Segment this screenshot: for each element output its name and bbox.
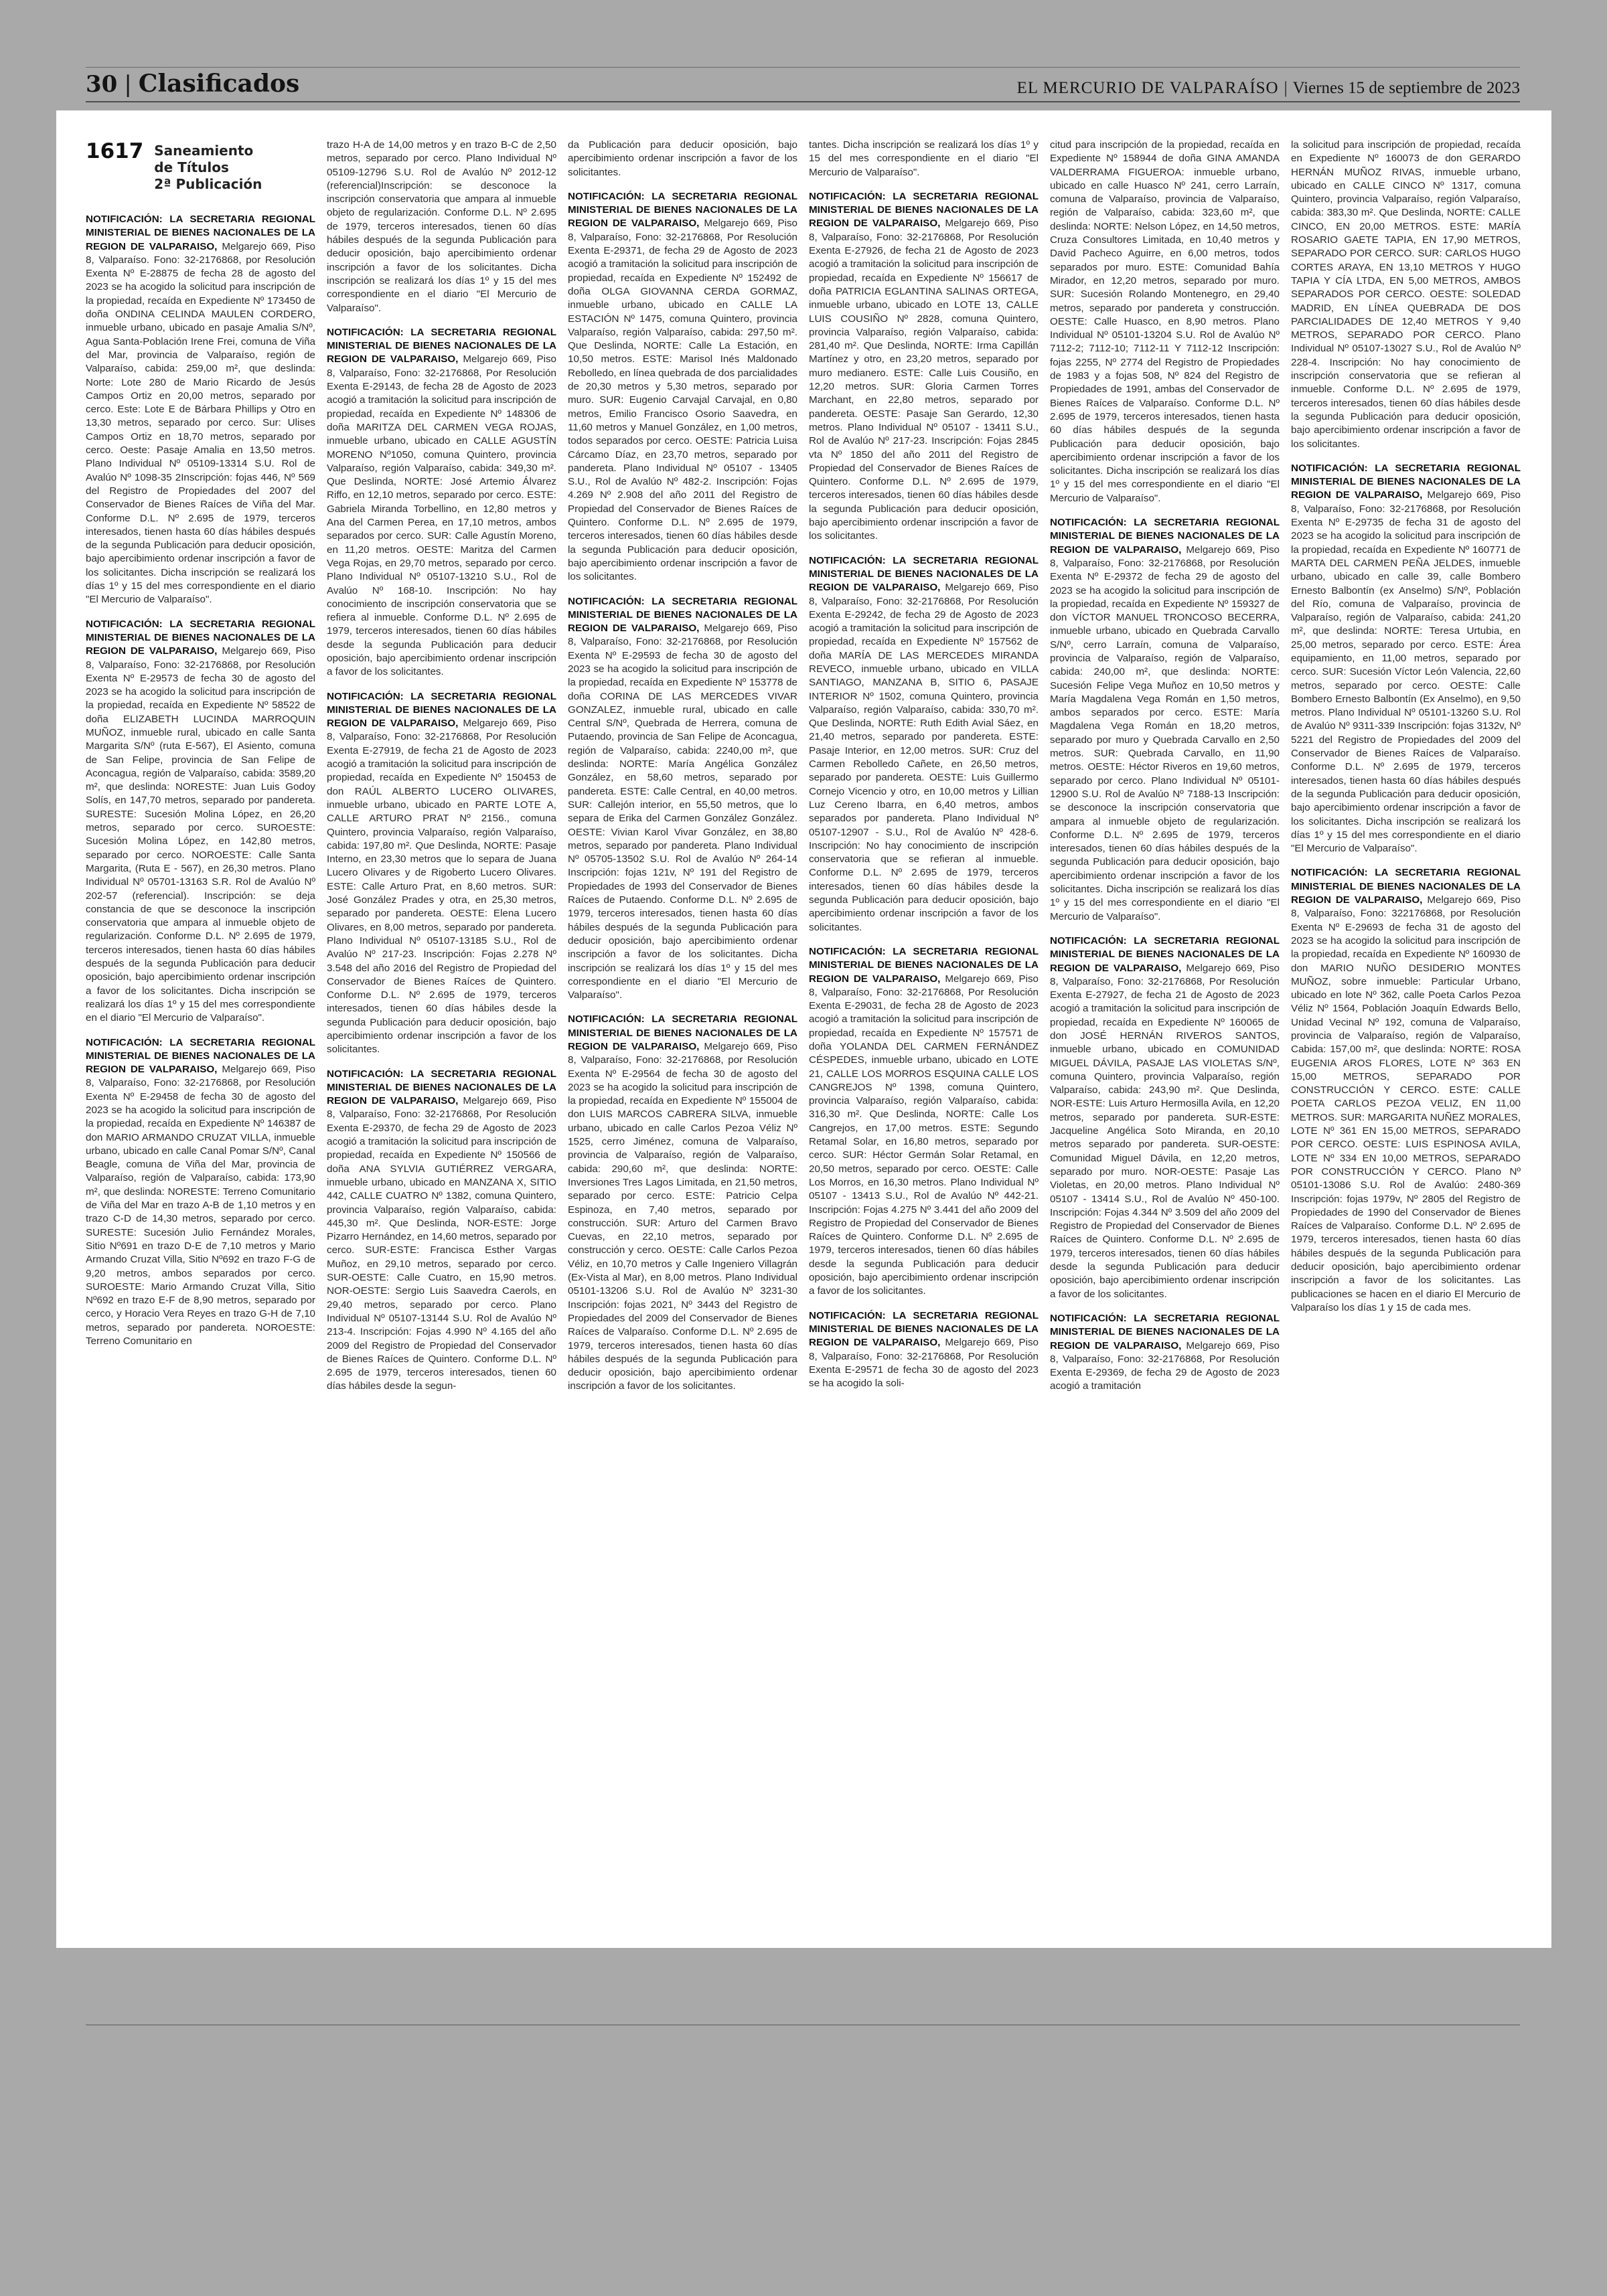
notice (809, 1309, 1039, 1391)
page-section-label (86, 70, 299, 98)
notice (1050, 1312, 1280, 1394)
ad-number: 1617 (86, 139, 144, 163)
notice-lead: NOTIFICACIÓN: LA SECRETARIA REGIONAL MINISTERIAL DE BIENES NACIONALES DE LA REGION DE VALPARAISO, (327, 326, 556, 365)
notice (568, 190, 797, 584)
continued-notice-text: la solicitud para inscripción de propiedad, recaída en Expediente Nº 160073 de don GERARDO HERNÁN MUÑOZ RIVAS, inmueble urbano, ubicado en CALLE CINCO Nº 1317, comuna Quintero, provincia Valparaíso, región Valparaíso, cabida: 383,30 m². Que Deslinda, NORTE: CALLE CINCO, EN 20,00 METROS. ESTE: MARÍA ROSARIO GAETE TAPIA, EN 17,90 METROS, SEPARADO POR CERCO. SUR: CARLOS HUGO CORTES ARAYA, EN 13,10 METROS Y HUGO TAPIA Y CÍA LTDA, EN 5,00 METROS, AMBOS SEPARADOS POR CERCO. OESTE: SOLEDAD MADRID, EN LÍNEA QUEBRADA DE DOS PARCIALIDADES DE 12,40 METROS Y 9,40 METROS, SEPARADO POR CERCO. Plano Individual Nº 05107-13027 S.U., Rol de Avalúo Nº 228-4. Inscripción: No hay conocimiento de inscripción conservatoria que se refieran al inmueble. Conforme D.L. Nº 2.695 de 1979, terceros interesados, tienen 60 días hábiles desde la segunda Publicación para deducir oposición, bajo apercibimiento ordenar inscripción a favor de los solicitantes. (1291, 139, 1521, 450)
header-divider: | (124, 71, 132, 98)
notice-lead: NOTIFICACIÓN: LA SECRETARIA REGIONAL MINISTERIAL DE BIENES NACIONALES DE LA REGION DE VALPARAISO, (1291, 462, 1521, 501)
notice-column-6 (1291, 139, 1521, 1933)
notice-lead: NOTIFICACIÓN: LA SECRETARIA REGIONAL MINISTERIAL DE BIENES NACIONALES DE LA REGION DE VALPARAISO, (568, 595, 797, 635)
notice-column-5 (1050, 139, 1280, 1933)
bottom-rule (86, 2024, 1520, 2026)
notice-lead: NOTIFICACIÓN: LA SECRETARIA REGIONAL MINISTERIAL DE BIENES NACIONALES DE LA REGION DE VALPARAISO, (1050, 934, 1280, 974)
header-divider: | (1284, 79, 1288, 97)
notice-body: Melgarejo 669, Piso 8, Valparaíso, Fono: 32-2176868, Por Resolución Exenta E-29370, de fecha 29 de Agosto de 2023 acogió a tramitación la solicitud para inscripción de propiedad, recaída en Expediente Nº 150566 de doña ANA SYLVIA GUTIÉRREZ VERGARA, inmueble urbano, ubicado en MANZANA X, SITIO 442, CALLE CUATRO Nº 1382, comuna Quintero, provincia Valparaíso, región Valparaíso, cabida: 445,30 m². Que Deslinda, NOR-ESTE: Jorge Pizarro Hernández, en 14,60 metros, separado por cerco. SUR-ESTE: Francisca Esther Vargas Muñoz, en 29,10 metros, separado por cerco. SUR-OESTE: Calle Cuatro, en 15,90 metros. NOR-OESTE: Sergio Luis Saavedra Caerols, en 29,40 metros, separado por cerco. Plano Individual Nº 05107-13144 S.U. Rol de Avalúo Nº 213-4. Inscripción: Fojas 4.990 Nº 4.165 del año 2009 del Registro de Propiedad del Conservador de Bienes Raíces de Quintero. Conforme D.L. Nº 2.695 de 1979, terceros interesados, tienen 60 días hábiles desde la segun- (327, 1095, 556, 1392)
notice-body: Melgarejo 669, Piso 8, Valparaíso, Fono: 32-2176868, por Resolución Exenta Nº E-29735 de fecha 31 de agosto del 2023 se ha acogido la solicitud para inscripción de la propiedad, recaída en Expediente Nº 160771 de MARTA DEL CARMEN PEÑA JELDES, inmueble urbano, ubicado en calle 39, calle Bombero Ernesto Balbontín (ex Anselmo) S/Nº, Población del Río, comuna de Valparaíso, provincia de Valparaíso, región de Valparaíso, cabida: 241,20 m², que deslinda: NORTE: Teresa Urtubia, en 25,00 metros, separado por cerco. ESTE: Área equipamiento, en 11,00 metros, separado por cerco. SUR: Sucesión Víctor León Valencia, 22,60 metros, separado por cerco. OESTE: Calle Bombero Ernesto Balbontín (Ex Anselmo), en 9,50 metros. Plano Individual Nº 05101-13260 S.U. Rol de Avalúo Nº 9311-339 Inscripción: fojas 3132v, Nº 5221 del Registro de Propiedades del 2009 del Conservador de Bienes Raíces de Valparaíso. Conforme D.L. Nº 2.695 de 1979, terceros interesados, tienen hasta 60 días hábiles después de la segunda Publicación para deducir oposición, bajo apercibimiento ordenar inscripción a favor de los solicitantes. Dicha inscripción se realizará los días 1º y 15 del mes correspondiente en el diario "El Mercurio de Valparaíso". (1291, 489, 1521, 855)
notice-body: Melgarejo 669, Piso 8, Valparaíso, Fono: 322176868, por Resolución Exenta Nº E-29693 de fecha 31 de agosto del 2023 se ha acogido la solicitud para inscripción de la propiedad, recaída en Expediente Nº 160930 de don MARIO NUÑO DESIDERIO MONTES MUÑOZ, sobre inmueble: Particular Urbano, ubicado en lote Nº 362, calle Poeta Carlos Pezoa Véliz Nº 1564, Población Joaquín Edwards Bello, Unidad Vecinal Nº 192, comuna de Valparaíso, provincia de Valparaíso, región de Valparaíso, Cabida: 157,00 m², que deslinda: NORTE: ROSA EUGENIA AROS FLORES, LOTE Nº 363 EN 15,00 METROS, SEPARADO POR CONSTRUCCIÓN Y CERCO. ESTE: CALLE POETA CARLOS PEZOA VELIZ, EN 11,00 METROS. SUR: MARGARITA NUÑEZ MORALES, LOTE Nº 361 EN 15,00 METROS, SEPARADO POR CERCO. OESTE: LUIS ESPINOSA AVILA, LOTE Nº 334 EN 10,00 METROS, SEPARADO POR CONSTRUCCIÓN Y CERCO. Plano Nº 05101-13086 S.U. Rol de Avalúo: 2480-369 Inscripción: fojas 1979v, Nº 2805 del Registro de Propiedades de 1990 del Conservador de Bienes Raíces de Valparaíso. Conforme D.L. Nº 2.695 de 1979, terceros interesados, tienen hasta 60 días hábiles después de la segunda Publicación para deducir oposición, bajo apercibimiento ordenar inscripción a favor de los solicitantes. Las publicaciones se hacen en el diario El Mercurio de Valparaíso los días 1 y 15 de cada mes. (1291, 894, 1521, 1313)
page-header (86, 64, 1520, 98)
notice-lead: NOTIFICACIÓN: LA SECRETARIA REGIONAL MINISTERIAL DE BIENES NACIONALES DE LA REGION DE VALPARAISO, (327, 1068, 556, 1107)
notice-column-2 (327, 139, 556, 1933)
ad-title-line: de Títulos (154, 159, 229, 175)
notice-columns (86, 139, 1522, 1936)
section-title: Clasificados (138, 70, 300, 98)
notice-lead: NOTIFICACIÓN: LA SECRETARIA REGIONAL MINISTERIAL DE BIENES NACIONALES DE LA REGION DE VALPARAISO, (809, 945, 1039, 985)
notice (327, 1068, 556, 1394)
continued-notice-text: citud para inscripción de la propiedad, recaída en Expediente Nº 158944 de doña GINA AMANDA VALDERRAMA FIGUEROA: inmueble urbano, ubicado en calle Huasco Nº 241, cerro Larraín, comuna de Valparaíso, provincia de Valparaíso, región de Valparaíso, cabida: 323,60 m², que deslinda: NORTE: Nelson López, en 14,50 metros, Cruza Consultores Limitada, en 10,40 metros y David Pacheco Aguirre, en 6,00 metros, todos separados por muro. ESTE: Comunidad Bahía Mirador, en 12,20 metros, separado por muro. SUR: Sucesión Rolando Montenegro, en 29,40 metros, separado por pandereta y construcción. OESTE: Calle Huasco, en 8,90 metros. Plano Individual Nº 05101-13204 S.U. Rol de Avalúo Nº 7112-2; 7112-10; 7112-11 Y 7112-12 Inscripción: fojas 2255, Nº 2774 del Registro de Propiedades de 1983 y a fojas 508, Nº 824 del Registro de Propiedades de 1991, ambas del Conservador de Bienes Raíces de Valparaíso. Conforme D.L. Nº 2.695 de 1979, terceros interesados, tienen hasta 60 días hábiles después de la segunda Publicación para deducir oposición, bajo apercibimiento ordenar inscripción a favor de los solicitantes. Dicha inscripción se realizará los días 1º y 15 del mes correspondiente en el diario "El Mercurio de Valparaíso". (1050, 139, 1280, 504)
ad-header (86, 140, 315, 193)
notice (1291, 866, 1521, 1315)
notice (1050, 934, 1280, 1301)
notice-body: Melgarejo 669, Piso 8, Valparaíso, Fono: 32-2176868, Por Resolución Exenta E-27919, de fecha 21 de Agosto de 2023 acogió a tramitación la solicitud para inscripción de propiedad, recaída en Expediente Nº 150453 de don RAÚL ALBERTO LUCERO OLIVARES, inmueble urbano, ubicado en PARTE LOTE A, CALLE ARTURO PRAT Nº 2156., comuna Quintero, provincia Valparaíso, región Valparaíso, cabida: 197,80 m². Que Deslinda, NORTE: Pasaje Interno, en 23,30 metros que lo separa de Juana Lucero Olivares y de Rigoberto Lucero Olivares. ESTE: Calle Arturo Prat, en 8,60 metros. SUR: José González Prades y otra, en 25,30 metros, separado por pandereta. OESTE: Elena Lucero Olivares, en 8,00 metros, separado por pandereta. Plano Individual Nº 05107-13185 S.U., Rol de Avalúo Nº 217-23. Inscripción: Fojas 2.278 Nº 3.548 del año 2016 del Registro de Propiedad del Conservador de Bienes Raíces de Quintero. Conforme D.L. Nº 2.695 de 1979, terceros interesados, tienen 60 días hábiles desde la segunda Publicación para deducir oposición, bajo apercibimiento ordenar inscripción a favor de los solicitantes. (327, 718, 556, 1056)
classifieds-page (56, 110, 1551, 1948)
notice-lead: NOTIFICACIÓN: LA SECRETARIA REGIONAL MINISTERIAL DE BIENES NACIONALES DE LA REGION DE VALPARAISO, (809, 190, 1039, 230)
notice-body: Melgarejo 669, Piso 8, Valparaíso, Fono: 32-2176868, Por Resolución Exenta E-29242, de fecha 29 de Agosto de 2023 acogió a tramitación la solicitud para inscripción de propiedad, recaída en Expediente Nº 157562 de doña MARÍA DE LAS MERCEDES MIRANDA REVECO, inmueble urbano, ubicado en VILLA SANTIAGO, MANZANA B, SITIO 6, PASAJE INTERIOR Nº 1502, comuna Quintero, provincia Valparaíso, región Valparaíso, cabida: 330,70 m². Que Deslinda, NORTE: Ruth Edith Avial Sáez, en 21,40 metros, separado por pandereta. ESTE: Pasaje Interior, en 12,00 metros. SUR: Cruz del Carmen Rebolledo Cañete, en 26,50 metros, separado por pandereta. OESTE: Luis Guillermo Cornejo Vicencio y otro, en 10,00 metros y Lillian Luz Cereno Ibarra, en 6,40 metros, ambos separados por pandereta. Plano Individual Nº 05107-12907 - S.U., Rol de Avalúo Nº 428-6. Inscripción: No hay conocimiento de inscripción conservatoria que se refieran al inmueble. Conforme D.L. Nº 2.695 de 1979, terceros interesados, tienen 60 días hábiles desde la segunda Publicación para deducir oposición, bajo apercibimiento ordenar inscripción a favor de los solicitantes. (809, 582, 1039, 933)
continued-notice-text: da Publicación para deducir oposición, bajo apercibimiento ordenar inscripción a favor de los solicitantes. (568, 139, 797, 178)
notice (86, 213, 315, 607)
notice (327, 690, 556, 1057)
notice-lead: NOTIFICACIÓN: LA SECRETARIA REGIONAL MINISTERIAL DE BIENES NACIONALES DE LA REGION DE VALPARAISO, (327, 690, 556, 730)
notice-body: Melgarejo 669, Piso 8, Valparaíso, Fono: 32-2176868, Por Resolución Exenta E-29571 de fecha 30 de agosto del 2023 se ha acogido la soli- (809, 1337, 1039, 1390)
continued-notice-text: trazo H-A de 14,00 metros y en trazo B-C de 2,50 metros, separado por cerco. Plano Individual Nº 05109-12796 S.U. Rol de Avalúo Nº 2012-12 (referencial)Inscripción: se desconoce la inscripción conservatoria que ampara al inmueble objeto de regularización. Conforme D.L. Nº 2.695 de 1979, terceros interesados, tienen 60 días hábiles después de la segunda Publicación para deducir oposición, bajo apercibimiento ordenar inscripción a favor de los solicitantes. Dicha inscripción se realizará los días 1º y 15 del mes correspondiente en el diario "El Mercurio de Valparaíso". (327, 139, 556, 314)
notice (568, 1013, 797, 1393)
notice-lead: NOTIFICACIÓN: LA SECRETARIA REGIONAL MINISTERIAL DE BIENES NACIONALES DE LA REGION DE VALPARAISO, (809, 1309, 1039, 1349)
masthead-info (1017, 79, 1520, 98)
continued-notice-text: tantes. Dicha inscripción se realizará los días 1º y 15 del mes correspondiente en el diario "El Mercurio de Valparaíso". (809, 139, 1039, 178)
issue-date: Viernes 15 de septiembre de 2023 (1292, 79, 1520, 97)
notice (1050, 516, 1280, 924)
notice-lead: NOTIFICACIÓN: LA SECRETARIA REGIONAL MINISTERIAL DE BIENES NACIONALES DE LA REGION DE VALPARAISO, (86, 214, 315, 252)
notice-lead: NOTIFICACIÓN: LA SECRETARIA REGIONAL MINISTERIAL DE BIENES NACIONALES DE LA REGION DE VALPARAISO, (809, 554, 1039, 594)
notice (86, 618, 315, 1026)
notice-lead: NOTIFICACIÓN: LA SECRETARIA REGIONAL MINISTERIAL DE BIENES NACIONALES DE LA REGION DE VALPARAISO, (86, 1036, 315, 1076)
notice-column-1 (86, 139, 315, 1933)
notice-body: Melgarejo 669, Piso 8, Valparaíso. Fono: 32-2176868, por Resolución Exenta Nº E-28875 de fecha 28 de agosto del 2023 se ha acogido la solicitud para inscripción de la propiedad, recaída en Expediente Nº 173450 de doña ONDINA CELINDA MAULEN CORDERO, inmueble urbano, ubicado en pasaje Amalia S/Nº, Agua Santa-Población Irene Frei, comuna de Viña del Mar, provincia de Valparaíso, región de Valparaíso, cabida: 259,00 m², que deslinda: Norte: Lote 280 de Mario Ricardo de Jesús Campos Ortiz en 20,00 metros, separado por cerco. Este: Lote E de Bárbara Phillips y Otro en 13,30 metros, separado por cerco. Sur: Ulises Campos Ortiz en 18,70 metros, separado por cerco. Oeste: Pasaje Amalia en 13,50 metros. Plano Individual Nº 05109-13314 S.U. Rol de Avalúo Nº 1098-35 2Inscripción: fojas 446, Nº 569 del Registro de Propiedades del 2007 del Conservador de Bienes Raíces de Viña del Mar. Conforme D.L. Nº 2.695 de 1979, terceros interesados, tienen hasta 60 días hábiles después de la segunda Publicación para deducir oposición, bajo apercibimiento ordenar inscripción a favor de los solicitantes. Dicha inscripción se realizará los días 1º y 15 del mes correspondiente en el diario "El Mercurio de Valparaíso". (86, 240, 315, 606)
notice-column-3 (568, 139, 797, 1933)
notice-lead: NOTIFICACIÓN: LA SECRETARIA REGIONAL MINISTERIAL DE BIENES NACIONALES DE LA REGION DE VALPARAISO, (568, 190, 797, 230)
notice (86, 1036, 315, 1349)
notice-body: Melgarejo 669, Piso 8, Valparaíso, Fono: 32-2176868, Por Resolución Exenta E-29371, de fecha 29 de Agosto de 2023 acogió a tramitación la solicitud para inscripción de propiedad, recaída en Expediente Nº 152492 de doña OLGA GIOVANNA CERDA GORMAZ, inmueble urbano, ubicado en CALLE LA ESTACIÓN Nº 1475, comuna Quintero, provincia Valparaíso, región Valparaíso, cabida: 297,50 m². Que Deslinda, NORTE: Calle La Estación, en 10,50 metros. ESTE: Marisol Inés Maldonado Rebolledo, en línea quebrada de dos parcialidades de 20,30 metros y 5,30 metros, separado por muro. SUR: Eugenio Carvajal Carvajal, en 0,80 metros, Emilio Francisco Osorio Saavedra, en 11,60 metros y Manuel González, en 1,00 metros, todos separados por cerco. OESTE: Patricia Luisa Cárcamo Díaz, en 23,70 metros, separado por pandereta. Plano Individual Nº 05107 - 13405 S.U., Rol de Avalúo Nº 482-2. Inscripción: Fojas 4.269 Nº 2.908 del año 2011 del Registro de Propiedad del Conservador de Bienes Raíces de Quintero. Conforme D.L. Nº 2.695 de 1979, terceros interesados, tienen 60 días hábiles desde la segunda Publicación para deducir oposición, bajo apercibimiento ordenar inscripción a favor de los solicitantes. (568, 218, 797, 583)
ad-title-line: 2ª Publicación (154, 176, 262, 192)
notice (809, 190, 1039, 544)
ad-title (154, 140, 262, 193)
notice-body: Melgarejo 669, Piso 8, Valparaíso, Fono: 32-2176868, Por Resolución Exenta E-29369, de fecha 29 de Agosto de 2023 acogió a tramitación (1050, 1339, 1280, 1392)
notice-body: Melgarejo 669, Piso 8, Valparaíso, Fono: 32-2176868, por Resolución Exenta Nº E-29573 de fecha 30 de agosto del 2023 se ha acogido la solicitud para inscripción de la propiedad, recaída en Expediente Nº 58522 de doña ELIZABETH LUCINDA MARROQUIN MUÑOZ, inmueble rural, ubicado en calle Santa Margarita S/Nº (ruta E-567), El Asiento, comuna de San Felipe, provincia de San Felipe de Aconcagua, región de Valparaíso, cabida: 3589,20 m², que deslinda: NORESTE: Juan Luis Godoy Solís, en 147,70 metros, separado por pandereta. SURESTE: Sucesión Molina López, en 26,20 metros, separado por cerco. SUROESTE: Sucesión Molina López, en 142,80 metros, separado por cerco. NOROESTE: Calle Santa Margarita, (Ruta E - 567), en 26,30 metros. Plano Individual Nº 05701-13163 S.R. Rol de Avalúo Nº 202-57 (referencial). Inscripción: se deja constancia de que se desconoce la inscripción conservatoria que ampara al inmueble objeto de regularización. Conforme D.L. Nº 2.695 de 1979, terceros interesados, tienen hasta 60 días hábiles después de la segunda Publicación para deducir oposición, bajo apercibimiento ordenar inscripción a favor de los solicitantes. Dicha inscripción se realizará los días 1º y 15 del mes correspondiente en el diario "El Mercurio de Valparaíso". (86, 645, 315, 1024)
notice-lead: NOTIFICACIÓN: LA SECRETARIA REGIONAL MINISTERIAL DE BIENES NACIONALES DE LA REGION DE VALPARAISO, (1050, 1312, 1280, 1351)
notice-body: Melgarejo 669, Piso 8, Valparaíso, Fono: 32-2176868, por Resolución Exenta Nº E-29458 de fecha 30 de agosto del 2023 se ha acogido la solicitud para inscripción de la propiedad, recaída en Expediente Nº 146387 de don MARIO ARMANDO CRUZAT VILLA, inmueble urbano, ubicado en calle Canal Pomar S/Nº, Canal Beagle, comuna de Viña del Mar, provincia de Valparaíso, región de Valparaíso, cabida: 173,90 m², que deslinda: NORESTE: Terreno Comunitario de Viña del Mar en trazo A-B de 1,10 metros y en trazo C-D de 14,30 metros, separado por cerco. SURESTE: Sucesión Julio Fernández Morales, Sitio Nº691 en trazo D-E de 7,10 metros y Mario Armando Cruzat Villa, Sitio Nº692 en trazo F-G de 9,20 metros, ambos separados por cerco. SUROESTE: Mario Armando Cruzat Villa, Sitio Nº692 en trazo E-F de 8,90 metros, separado por cerco, y Horacio Vera Reyes en trazo G-H de 7,10 metros, separado por pandereta. NOROESTE: Terreno Comunitario en (86, 1064, 315, 1347)
notice-column-4 (809, 139, 1039, 1933)
header-rule (86, 101, 1520, 102)
notice-body: Melgarejo 669, Piso 8, Valparaíso, Fono: 32-2176868, Por Resolución Exenta E-29143, de fecha 28 de Agosto de 2023 acogió a tramitación la solicitud para inscripción de propiedad, recaída en Expediente Nº 148306 de doña MARITZA DEL CARMEN VEGA ROJAS, inmueble urbano, ubicado en CALLE AGUSTÍN MORENO Nº1050, comuna Quintero, provincia Valparaíso, región Valparaíso, cabida: 349,30 m². Que Deslinda, NORTE: José Artemio Álvarez Riffo, en 12,10 metros, separado por cerco. ESTE: Gabriela Miranda Torbellino, en 12,80 metros y Ana del Carmen Perea, en 17,10 metros, ambos separados por cerco. SUR: Calle Agustín Moreno, en 11,20 metros. OESTE: Maritza del Carmen Vega Rojas, en 29,70 metros, separado por cerco. Plano Individual Nº 05107-13210 S.U., Rol de Avalúo Nº 168-10. Inscripción: No hay conocimiento de inscripción conservatoria que se refiera al inmueble. Conforme D.L. Nº 2.695 de 1979, terceros interesados, tienen 60 días hábiles desde la segunda Publicación para deducir oposición, bajo apercibimiento ordenar inscripción a favor de los solicitantes. (327, 353, 556, 678)
notice (809, 554, 1039, 934)
notice-lead: NOTIFICACIÓN: LA SECRETARIA REGIONAL MINISTERIAL DE BIENES NACIONALES DE LA REGION DE VALPARAISO, (1050, 517, 1280, 556)
notice-body: Melgarejo 669, Piso 8, Valparaíso, Fono: 32-2176868, por Resolución Exenta Nº E-29372 de fecha 29 de agosto del 2023 se ha acogido la solicitud para inscripción de la propiedad, recaída en Expediente Nº 159327 de don VÍCTOR MANUEL TRONCOSO BECERRA, inmueble urbano, ubicado en Quebrada Carvallo S/Nº, cerro Larraín, comuna de Valparaíso, provincia de Valparaíso, región de Valparaíso, cabida: 240,00 m², que deslinda: NORTE: Sucesión Felipe Vega Muñoz en 10,50 metros y María Magdalena Vega Román en 1,50 metros, ambos separados por cerco. ESTE: María Magdalena Vega Román en 18,20 metros, separado por muro y Quebrada Carvallo en 2,50 metros. SUR: Quebrada Carvallo, en 11,90 metros. OESTE: Héctor Riveros en 19,60 metros, separado por cerco. Plano Individual Nº 05101-12900 S.U. Rol de Avalúo Nº 7188-13 Inscripción: se desconoce la inscripción conservatoria que ampara al inmueble objeto de regularización. Conforme D.L. Nº 2.695 de 1979, terceros interesados, tienen 60 días hábiles después de la segunda Publicación para deducir oposición, bajo apercibimiento ordenar inscripción a favor de los solicitantes. Dicha inscripción se realizará los días 1º y 15 del mes correspondiente en el diario "El Mercurio de Valparaíso". (1050, 544, 1280, 922)
notice-body: Melgarejo 669, Piso 8, Valparaíso, Fono: 32-2176868, por Resolución Exenta Nº E-29593 de fecha 30 de agosto del 2023 se ha acogido la solicitud para inscripción de la propiedad, recaída en Expediente Nº 153778 de doña CORINA DE LAS MERCEDES VIVAR GONZALEZ, inmueble rural, ubicado en calle Central S/Nº, Quebrada de Herrera, comuna de Putaendo, provincia de San Felipe de Aconcagua, región de Valparaíso, cabida: 2240,00 m², que deslinda: NORTE: María Angélica González González, en 58,60 metros, separado por pandereta. ESTE: Calle Central, en 40,00 metros. SUR: Callejón interior, en 55,50 metros, que lo separa de Erika del Carmen González González. OESTE: Vivian Karol Vivar González, en 38,80 metros, separado por pandereta. Plano Individual Nº 05705-13502 S.U. Rol de Avalúo Nº 264-14 Inscripción: fojas 121v, Nº 191 del Registro de Propiedades de 1993 del Conservador de Bienes Raíces de Putaendo. Conforme D.L. Nº 2.695 de 1979, terceros interesados, tienen hasta 60 días hábiles después de la segunda Publicación para deducir oposición, bajo apercibimiento ordenar inscripción a favor de los solicitantes. Dicha inscripción se realizará los días 1º y 15 del mes correspondiente en el diario "El Mercurio de Valparaíso". (568, 623, 797, 1001)
notice-lead: NOTIFICACIÓN: LA SECRETARIA REGIONAL MINISTERIAL DE BIENES NACIONALES DE LA REGION DE VALPARAISO, (86, 618, 315, 657)
notice-lead: NOTIFICACIÓN: LA SECRETARIA REGIONAL MINISTERIAL DE BIENES NACIONALES DE LA REGION DE VALPARAISO, (568, 1013, 797, 1052)
notice-lead: NOTIFICACIÓN: LA SECRETARIA REGIONAL MINISTERIAL DE BIENES NACIONALES DE LA REGION DE VALPARAISO, (1291, 867, 1521, 906)
notice (1291, 462, 1521, 856)
notice-body: Melgarejo 669, Piso 8, Valparaíso, Fono: 32-2176868, Por Resolución Exenta E-27926, de fecha 21 de Agosto de 2023 acogió a tramitación la solicitud para inscripción de propiedad, recaída en Expediente Nº 156617 de doña PATRICIA EGLANTINA SALINAS ORTEGA, inmueble urbano, ubicado en LOTE 13, CALLE LUIS COUSIÑO Nº 2828, comuna Quintero, provincia Valparaíso, región Valparaíso, cabida: 281,40 m². Que Deslinda, NORTE: Irma Capillán Martínez y otro, en 23,20 metros, separado por muro medianero. ESTE: Calle Luis Cousiño, en 12,20 metros. SUR: Gloria Carmen Torres Marchant, en 22,80 metros, separado por pandereta. OESTE: Pasaje San Gerardo, 12,30 metros. Plano Individual Nº 05107 - 13411 S.U., Rol de Avalúo Nº 217-23. Inscripción: Fojas 2845 vta Nº 1850 del año 2011 del Registro de Propiedad del Conservador de Bienes Raíces de Quintero. Conforme D.L. Nº 2.695 de 1979, terceros interesados, tienen 60 días hábiles desde la segunda Publicación para deducir oposición, bajo apercibimiento ordenar inscripción a favor de los solicitantes. (809, 218, 1039, 542)
ad-title-line: Saneamiento (154, 143, 254, 159)
newspaper-name: EL MERCURIO DE VALPARAÍSO (1016, 79, 1279, 97)
notice (327, 326, 556, 679)
notice-body: Melgarejo 669, Piso 8, Valparaíso, Fono: 32-2176868, Por Resolución Exenta E-27927, de fecha 21 de Agosto de 2023 acogió a tramitación la solicitud para inscripción de propiedad, recaída en Expediente Nº 160065 de don JOSÉ HERNÁN RIVEROS SANTOS, inmueble urbano, ubicado en COMUNIDAD MIGUEL DÁVILA, PASAJE LAS VIOLETAS S/Nº, comuna Quintero, provincia Valparaíso, región Valparaíso, cabida: 243,90 m². Que Deslinda, NOR-ESTE: Luis Arturo Hermosilla Avila, en 12,20 metros, separado por pandereta. SUR-ESTE: Jacqueline Angélica Soto Miranda, en 20,10 metros separado por pandereta. SUR-OESTE: Comunidad Miguel Dávila, en 12,20 metros, separado por muro. NOR-OESTE: Pasaje Las Violetas, en 20,00 metros. Plano Individual Nº 05107 - 13414 S.U., Rol de Avalúo Nº 450-100. Inscripción: Fojas 4.344 Nº 3.509 del año 2009 del Registro de Propiedad del Conservador de Bienes Raíces de Quintero. Conforme D.L. Nº 2.695 de 1979, terceros interesados, tienen 60 días hábiles desde la segunda Publicación para deducir oposición, bajo apercibimiento ordenar inscripción a favor de los solicitantes. (1050, 962, 1280, 1300)
notice (809, 945, 1039, 1299)
notice-body: Melgarejo 669, Piso 8, Valparaíso, Fono: 32-2176868, Por Resolución Exenta E-29031, de fecha 28 de Agosto de 2023 acogió a tramitación la solicitud para inscripción de propiedad, recaída en Expediente Nº 157571 de doña YOLANDA DEL CARMEN FERNÁNDEZ CÉSPEDES, inmueble urbano, ubicado en LOTE 21, CALLE LOS MORROS ESQUINA CALLE LOS CANGREJOS Nº 1398, comuna Quintero, provincia Valparaíso, región Valparaíso, cabida: 316,30 m². Que Deslinda, NORTE: Calle Los Cangrejos, en 17,00 metros. ESTE: Segundo Retamal Solar, en 16,80 metros, separado por cerco. SUR: Héctor Germán Solar Retamal, en 20,50 metros, separado por cerco. OESTE: Calle Los Morros, en 16,30 metros. Plano Individual Nº 05107 - 13413 S.U., Rol de Avalúo Nº 442-21. Inscripción: Fojas 4.275 Nº 3.441 del año 2009 del Registro de Propiedad del Conservador de Bienes Raíces de Quintero. Conforme D.L. Nº 2.695 de 1979, terceros interesados, tienen 60 días hábiles desde la segunda Publicación para deducir oposición, bajo apercibimiento ordenar inscripción a favor de los solicitantes. (809, 973, 1039, 1297)
page-number: 30 (86, 71, 118, 98)
notice-body: Melgarejo 669, Piso 8, Valparaíso, Fono: 32-2176868, por Resolución Exenta Nº E-29564 de fecha 30 de agosto del 2023 se ha acogido la solicitud para inscripción de la propiedad, recaída en Expediente Nº 155004 de don LUIS MARCOS CABRERA SILVA, inmueble urbano, ubicado en calle Carlos Pezoa Véliz Nº 1525, cerro Jiménez, comuna de Valparaíso, provincia de Valparaíso, región de Valparaíso, cabida: 290,60 m², que deslinda: NORTE: Inversiones Tres Lagos Limitada, en 21,50 metros, separado por cerco. ESTE: Patricio Celpa Espinoza, en 7,40 metros, separado por construcción. SUR: Arturo del Carmen Bravo Cuevas, en 22,10 metros, separado por construcción y cerco. OESTE: Calle Carlos Pezoa Véliz, en 10,70 metros y Calle Ingeniero Villagrán (Ex-Vista al Mar), en 8,00 metros. Plano Individual 05101-13206 S.U. Rol de Avalúo Nº 3231-30 Inscripción: fojas 2021, Nº 3443 del Registro de Propiedades del 2009 del Conservador de Bienes Raíces de Valparaíso. Conforme D.L. Nº 2.695 de 1979, terceros interesados, tienen hasta 60 días hábiles después de la segunda Publicación para deducir oposición, bajo apercibimiento ordenar inscripción a favor de los solicitantes. (568, 1041, 797, 1392)
notice (568, 595, 797, 1003)
